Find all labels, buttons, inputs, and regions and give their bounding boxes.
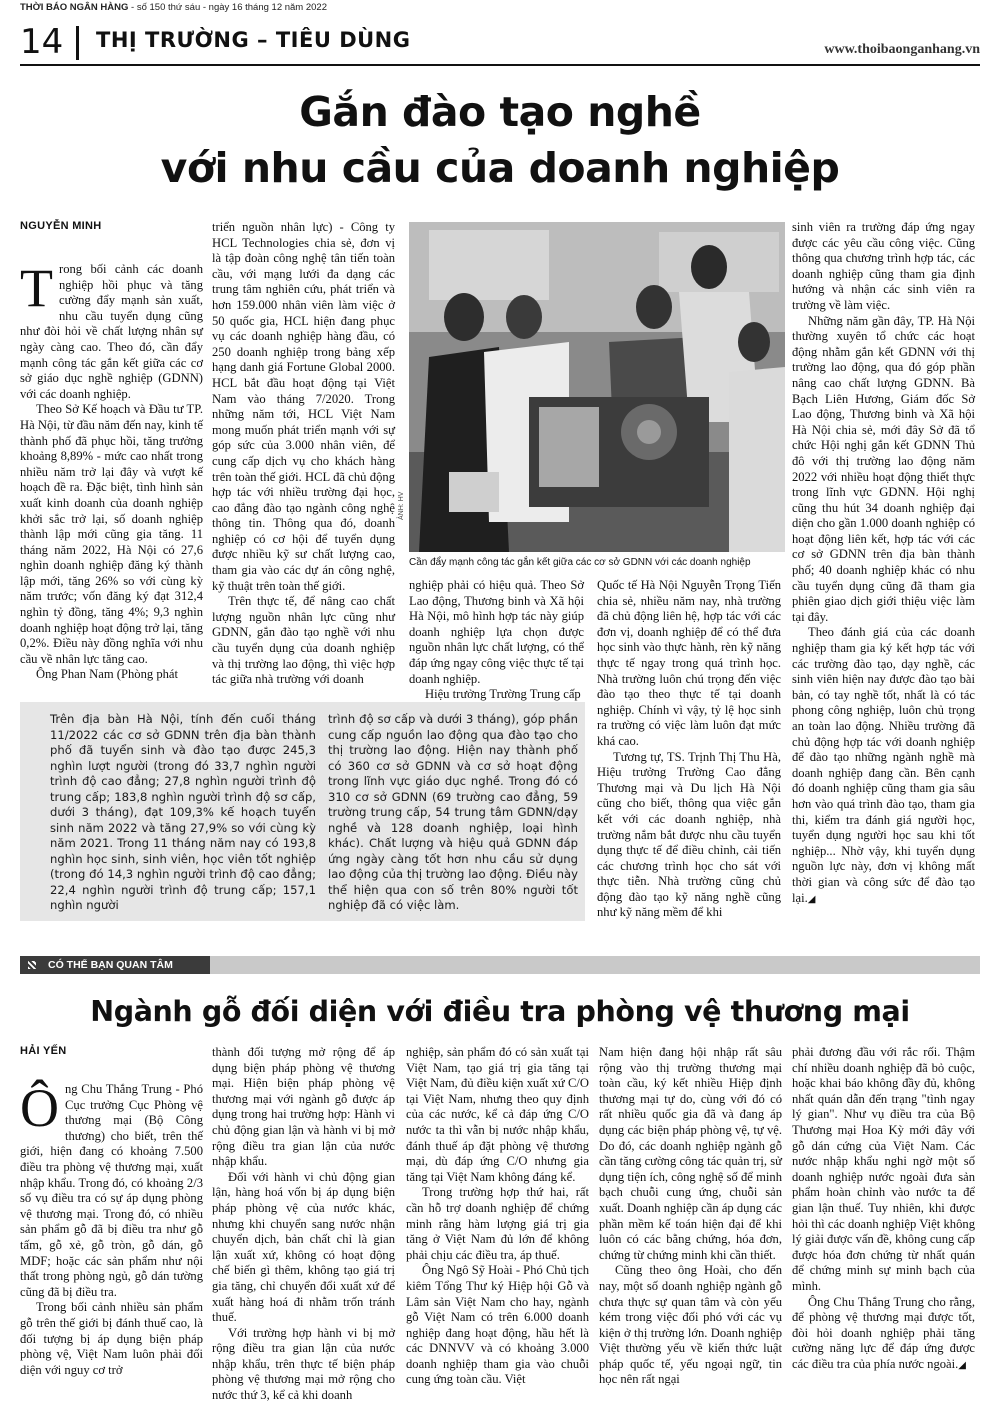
article-paragraph: Ông Ngô Sỹ Hoài - Phó Chủ tịch kiêm Tổng Thư ký Hiệp hội Gỗ và Lâm sản Việt Nam cho hay, ngành gỗ Việt Nam có trên 6.000 doanh nghiệp đang hoạt động, hầu hết là các DNNVV và có khoảng 3.000 doanh nghiệp tham gia vào chuỗi cung ứng toàn cầu. Việt [406,1263,589,1387]
related-label: CÓ THỂ BẠN QUAN TÂM [20,956,210,974]
article-column-4 [597,578,781,921]
article-paragraph: Quốc tế Hà Nội Nguyễn Trọng Tiến chia sẻ, nhiều năm nay, nhà trường đã chủ động liên hệ, hợp tác với các đơn vị, doanh nghiệp để có thể đưa học sinh vào thực hành, rèn kỹ năng thực tế ngay trong quá trình học. Nhà trường luôn chú trọng đến việc đào tạo theo thực tế tại doanh nghiệp. Chính vì vậy, tỷ lệ học sinh ra trường có việc làm luôn đạt mức khá cao. [597,578,781,748]
dropcap: T [20,258,53,318]
related-column-1 [20,1078,203,1378]
article-paragraph: Ông Phan Nam (Phòng phát [36,667,179,682]
article-byline: NGUYỄN MINH [20,220,102,232]
article-paragraph: Đối với hành vi chủ động gian lận, hàng hoá vốn bị áp dụng biện pháp phòng vệ của nước khác, nhưng khi chuyển sang nước nhận chuyển dịch, bản chất chỉ là gian lận xuất xứ, không có hoạt động chế biến gì thêm, không tạo giá trị gia tăng, chỉ chuyển đổi xuất xứ để xuất hàng hoá đi nhằm trốn tránh thuế. [212,1169,395,1325]
article-paragraph: nghiệp, sản phẩm đó có sản xuất tại Việt Nam, tạo giá trị gia tăng tại Việt Nam, đủ điều kiện xuất xứ C/O tại Việt Nam, nhưng theo quy định của các nước, kể cả đáp ứng C/O nước ta thì vẫn bị nước nhập khẩu, đánh thuế áp đặt phòng vệ thương mại, dù đáp ứng C/O nhưng gia tăng tại Việt Nam không đáng kể. [406,1045,589,1184]
article-paragraph: triển nguồn nhân lực) - Công ty HCL Technologies chia sẻ, đơn vị là tập đoàn công nghệ tân tiến toàn cầu, với mạng lưới đa dạng các trung tâm nghiên cứu, phát triển và hơn 159.000 nhân viên làm việc ở 50 quốc gia, HCL hiện đang phục vụ các doanh nghiệp hàng đầu, có 250 doanh nghiệp trong bảng xếp hạng danh giá Fortune Global 2000. HCL bắt đầu hoạt động tại Việt Nam vào tháng 7/2020. Trong những năm tới, HCL Việt Nam mong muốn phát triển mạnh với sự góp sức của 3.000 nhân viên, để cung cấp dịch vụ cho khách hàng trên toàn thế giới. HCL đã chủ động hợp tác với nhiều trường đại học, cao đẳng đào tạo ngành công nghệ thông tin. Thông qua đó, doanh nghiệp có cơ hội để tuyển dụng được nhiều kỹ sư chất lượng cao, tham gia vào các dự án công nghệ, kỹ thuật trên toàn thế giới. [212,220,395,593]
masthead [20,0,980,16]
related-article-byline: HẢI YẾN [20,1045,67,1057]
article-paragraph: phải đương đầu với rắc rối. Thậm chí nhiều doanh nghiệp đã bỏ cuộc, hoặc khai báo không đầy đủ, không nhất quán dẫn đến trạng "tình ngay lý gian". Như vụ điều tra của Bộ Thương mại Hoa Kỳ mới đây với gỗ dán cứng của Việt Nam. Các nước nhập khẩu nghi ngờ một số doanh nghiệp nước ngoài đưa sản phẩm hoàn chỉnh vào nước ta để gian lận thuế. Tuy nhiên, khi được hỏi thì các doanh nghiệp Việt không lý giải được vấn đề, không cung cấp được hóa đơn chứng từ nhất quán để chứng minh sự minh bạch của mình. [792,1045,975,1293]
article-photo [409,222,785,552]
article-paragraph: Cũng theo ông Hoài, cho đến nay, một số doanh nghiệp ngành gỗ chưa thực sự quan tâm và còn yếu kém trong việc đối phó với các vụ kiện ở thị trường lớn. Doanh nghiệp Việt thường yếu về kiến thức luật pháp quốc tế, yếu ngoại ngữ, tin học nên rất ngại [599,1263,782,1387]
dropcap: Ô [20,1078,59,1138]
related-column-2 [212,1045,395,1404]
info-box-right: trình độ sơ cấp và dưới 3 tháng), góp phần cung cấp nguồn lao động qua đào tạo cho thị trường lao động. Hiện nay thành phố có 360 cơ sở GDNN và cơ sở hoạt động trong lĩnh vực giáo dục nghề. Trong đó có 310 cơ sở GDNN (69 trường cao đẳng, 59 trường trung cấp, 54 trung tâm GDNN/dạy nghề và 128 doanh nghiệp, loại hình khác). Chất lượng và hiệu quả GDNN đáp ứng ngày càng tốt hơn nhu cầu sử dụng lao động của thị trường lao động. Điều này thể hiện qua con số trên 80% người tốt nghiệp đã có việc làm. [328,712,578,912]
header-divider [76,26,79,60]
headline-line-1: Gắn đào tạo nghề [299,88,701,136]
article-column-2 [212,220,395,688]
article-paragraph: nghiệp phải có hiệu quả. Theo Sở Lao động, Thương binh và Xã hội Hà Nội, mô hình hợp tác này giúp doanh nghiệp lựa chọn được nguồn nhân lực chất lượng, có thể đáp ứng ngay công việc thực tế tại doanh nghiệp. [409,578,584,686]
headline-line-2: với nhu cầu của doanh nghiệp [160,144,840,192]
info-box-left: Trên địa bàn Hà Nội, tính đến cuối tháng 11/2022 các cơ sở GDNN trên địa bàn thành phố đã tuyển sinh và đào tạo được 245,3 nghìn lượt người (trong đó 33,7 nghìn người trình độ cao đẳng; 27,8 nghìn người trình độ trung cấp; 183,8 nghìn người trình độ sơ cấp, dưới 3 tháng), đạt 109,3% kế hoạch tuyển sinh năm 2022 và tăng 27,9% so với cùng kỳ năm 2021. Trong 11 tháng năm nay có 193,8 nghìn học sinh, sinh viên, học viên tốt nghiệp (trong đó 14,3 nghìn người trình độ cao đẳng; 22,4 nghìn người trình độ trung cấp; 157,1 nghìn người [50,712,316,912]
article-headline [60,84,940,196]
paper-name: THỜI BÁO NGÂN HÀNG [20,2,129,13]
info-box [20,702,585,921]
article-paragraph: Ông Chu Thắng Trung - Phó Cục trưởng Cục Phòng vệ thương mại (Bộ Công thương) cho biết, trên thế giới, hiện đang có khoảng 7.500 điều tra phòng vệ thương mại, xuất nhập khẩu. Trong đó, có khoảng 2/3 số vụ điều tra có sự áp dụng phòng vệ thương mại. Trong đó, có nhiều sản phẩm gỗ đã bị điều tra như gỗ tấm, gỗ xẻ, gỗ tròn, gỗ dán, gỗ MDF; hoặc các sản phẩm như nội thất trong phòng ngủ, gỗ dán tường cũng đã bị điều tra. [20,1078,203,1299]
article-paragraph: Những năm gần đây, TP. Hà Nội thường xuyên tổ chức các hoạt động nhằm gắn kết GDNN với thị trường lao động, qua đó góp phần nâng cao chất lượng GDNN. Bà Bạch Liên Hương, Giám đốc Sở Lao động, Thương binh và Xã hội Hà Nội chia sẻ, mới đây Sở đã tổ chức Hội nghị gắn kết GDNN Thủ đô với thị trường lao động năm 2022 với nhiều hoạt động thiết thực trong lĩnh vực GDNN. Hội nghị cũng thu hút 34 doanh nghiệp đại diện cho gần 1.000 doanh nghiệp có hoạt động liên kết, hợp tác với các cơ sở GDNN trên địa bàn thành phố; 40 doanh nghiệp khác có nhu cầu tuyển dụng cũng đã tham gia phiên giao dịch giới thiệu việc làm tại đây. [792,313,975,624]
article-paragraph: Trên thực tế, để nâng cao chất lượng nguồn nhân lực cũng như GDNN, gắn đào tạo nghề với nhu cầu tuyển dụng của doanh nghiệp và thị trường lao động, thì việc hợp tác giữa nhà trường với doanh [212,594,395,687]
article-paragraph: Ông Chu Thắng Trung cho rằng, để phòng vệ thương mại được tốt, đòi hỏi doanh nghiệp phải tăng cường năng lực để đáp ứng được các điều tra của phía nước ngoài.◢ [792,1294,975,1371]
article-paragraph: Trong bối cảnh các doanh nghiệp hồi phục và tăng cường đẩy mạnh sản xuất, nhu cầu tuyển dụng cũng như đòi hỏi về chất lượng nhân sự ngày càng cao. Theo đó, cần đẩy mạnh công tác gắn kết giữa các cơ sở giáo dục nghề nghiệp (GDNN) với các doanh nghiệp. [20,258,203,401]
page-header [20,20,980,66]
related-column-5 [792,1045,975,1373]
article-paragraph: thành đối tượng mở rộng để áp dụng biện pháp phòng vệ thương mại. Hiện biện pháp phòng vệ thương mại với ngành gỗ được áp dụng trong hai trường hợp: Hành vi chủ động gian lận và hành vi bị mở rộng điều tra gian lận của nước nhập khẩu. [212,1045,395,1169]
article-paragraph: Tương tự, TS. Trịnh Thị Thu Hà, Hiệu trưởng Trường Cao đẳng Thương mại và Du lịch Hà Nội cũng cho biết, thông qua việc gắn kết với các doanh nghiệp, nhà trường nắm bắt được nhu cầu tuyển dụng thực tế để điều chỉnh, cải tiến các chương trình học cho sát với thực tiễn. Nhà trường cũng chủ động đào tạo kỹ năng nghề cũng như kỹ năng mềm để khi [597,749,781,920]
page-number: 14 [20,22,64,62]
article-paragraph: Theo đánh giá của các doanh nghiệp tham gia ký kết hợp tác với các trường đào tạo, dạy nghề, các sinh viên hiện nay được đào tạo bài bản, có tay nghề tốt, nhất là có tác phong công nghiệp, luôn chủ trọng an toàn lao động. Nhiều trường đã chủ động hợp tác với doanh nghiệp để đào tạo những ngành nghề mà doanh nghiệp đang cần. Bên cạnh đó doanh nghiệp cũng tham gia sâu hơn vào quá trình đào tạo, tham gia thi, kiểm tra đánh giá người học, tuyển dụng người học sau khi tốt nghiệp... Nhờ vậy, khi tuyển dụng nguồn lực này, đơn vị không mất thời gian và công sức để đào tạo lại.◢ [792,625,975,905]
related-article-headline: Ngành gỗ đối diện với điều tra phòng vệ thương mại [90,995,910,1028]
article-paragraph: sinh viên ra trường đáp ứng ngay được các yêu cầu công việc. Cũng thông qua chương trình hợp tác, các doanh nghiệp cũng tham gia định hướng và nhận các sinh viên ra trường về làm việc. [792,220,975,312]
photo-caption: Cần đẩy mạnh công tác gắn kết giữa các cơ sở GDNN với các doanh nghiệp [409,557,751,568]
article-paragraph: Trong trường hợp thứ hai, rất cần hỗ trợ doanh nghiệp để chứng minh rằng hàm lượng giá trị gia tăng ở Việt Nam đủ lớn để không phải chịu các điều tra, áp thuế. [406,1185,589,1262]
article-paragraph: Trong bối cảnh nhiều sản phẩm gỗ trên thế giới bị đánh thuế cao, là đối tượng bị áp dụng biện pháp phòng vệ, Việt Nam luôn phải đối diện với nguy cơ trở [20,1300,203,1377]
article-paragraph: Nam hiện đang hội nhập rất sâu rộng vào thị trường thương mại toàn cầu, ký kết nhiều Hiệp định thương mại tự do, cùng với đó có rất nhiều quốc gia đã và đang áp dụng các biện pháp phòng vệ, tự vệ. Do đó, các doanh nghiệp ngành gỗ cần tăng cường công tác quản trị, sử dụng tiện ích, công nghệ số để minh bạch chuỗi cung ứng, chuỗi sản xuất. Doanh nghiệp cần áp dụng các phần mềm kế toán hiện đại để khi luôn có các bằng chứng, hóa đơn, chứng từ chứng minh khi cần thiết. [599,1045,782,1262]
article-column-5 [792,220,975,907]
website-link[interactable]: www.thoibaonganhang.vn [824,42,980,57]
issue-info: - số 150 thứ sáu - ngày 16 tháng 12 năm 2022 [128,2,327,13]
article-paragraph: Hiệu trưởng Trường Trung cấp [425,687,581,702]
related-column-3 [406,1045,589,1388]
section-title: THỊ TRƯỜNG – TIÊU DÙNG [96,28,411,52]
article-paragraph: Với trường hợp hành vi bị mở rộng điều tra gian lận của nước nhập khẩu, trên thực tế biện pháp phòng vệ thương mại mở rộng cho nước thứ 3, kể cả khi doanh [212,1325,395,1403]
article-column-1 [20,258,203,683]
related-column-4 [599,1045,782,1388]
article-paragraph: Theo Sở Kế hoạch và Đầu tư TP. Hà Nội, từ đầu năm đến nay, kinh tế thành phố đã phục hồi, tăng trưởng khoảng 8,89% - mức cao nhất trong nhiều năm trở lại đây và vượt kế hoạch đề ra. Đặc biệt, tình hình sản xuất kinh doanh của doanh nghiệp khởi sắc trở lại, số doanh nghiệp thành lập mới cũng gia tăng. 11 tháng năm 2022, Hà Nội có 27,6 nghìn doanh nghiệp đăng ký thành lập mới, tăng 26% so với cùng kỳ năm trước; vốn đăng ký đạt 312,4 nghìn tỷ đồng, tăng 4%; 9,3 nghìn doanh nghiệp hoạt động trở lại, tăng 0,2%. Điều này đồng nghĩa với nhu cầu về nhân lực tăng cao. [20,402,203,666]
photo-credit: ẢNH: HV [398,491,405,520]
end-mark-icon: ◢ [958,1359,966,1371]
photo-students-engine [409,222,785,552]
end-mark-icon: ◢ [807,893,816,905]
related-band [20,956,980,974]
article-column-3 [409,578,584,703]
